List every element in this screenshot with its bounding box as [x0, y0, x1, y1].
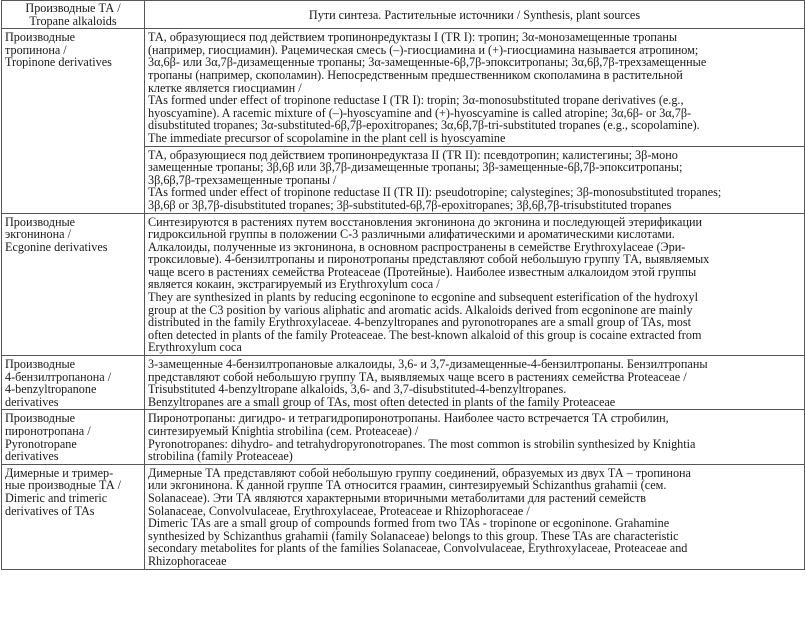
desc-line: (например, гиосциамин). Рацемическая смесь (–)-гиосциамина и (+)-гиосциамина называется атропином;: [148, 42, 699, 57]
row-name-cell: [2, 464, 145, 569]
row-name-line: тропинона /: [5, 42, 67, 57]
header-synthesis-sources: Пути синтеза. Растительные источники / Synthesis, plant sources: [145, 1, 805, 29]
row-name-cell: [2, 29, 145, 213]
desc-line: 3-замещенные 4-бензилтропановые алкалоиды, 3,6- и 3,7-дизамещенные-4-бензилтропаны. Бензилтропаны: [148, 357, 708, 372]
desc-line: disubstituted tropanes; 3α-substituted-6β,7β-epoxitropanes; 3α,6β,7β-tri-substituted tropanes (e.g., scopolamine).: [148, 118, 700, 133]
desc-line: Erythroxylum coca: [148, 340, 242, 355]
desc-line: often detected in plants of the family Proteaceae. The best-known alkaloid of this group is cocaine extracted from: [148, 327, 702, 342]
desc-line: 3β,6β,7β-трехзамещенные тропаны /: [148, 172, 337, 187]
row-name-line: Производные: [5, 30, 76, 45]
desc-line: secondary metabolites for plants of the families Solanaceae, Convolvulaceae, Erythroxylaceae, Proteaceae and: [148, 541, 688, 556]
row-name-line: экгонинона /: [5, 227, 71, 242]
desc-line: Синтезируются в растениях путем восстановления экгонинона до экгонина и последующей этерификации: [148, 214, 703, 229]
desc-line: TAs formed under effect of tropinone reductase I (TR I): tropin; 3α-monosubstituted tropane derivatives (e.g.,: [148, 93, 684, 108]
table-header-row: [2, 1, 805, 29]
desc-line: ТА, образующиеся под действием тропинонредуктаза II (TR II): псевдотропин; калистегины; 3β-моно: [148, 147, 678, 162]
row-name-line: 4-benzyltropanone: [5, 382, 97, 397]
desc-line: клетке является гиосциамин /: [148, 80, 302, 95]
row-name-line: Димерные и тример-: [5, 465, 114, 480]
row-name-line: пиронотропана /: [5, 424, 91, 438]
tropane-alkaloids-table: [1, 0, 805, 570]
desc-line: Алкалоиды, полученные из экгонинона, в основном распространены в семействе Erythroxylaceae (Эри-: [148, 239, 686, 254]
desc-line: They are synthesized in plants by reducing ecgoninone to ecgonine and subsequent esterification of the hydroxyl: [148, 290, 698, 305]
header-col1-line: Производные ТА /: [25, 1, 121, 15]
row-name-cell: [2, 410, 145, 464]
row-name-line: Производные: [5, 357, 76, 372]
desc-line: Benzyltropanes are a small group of TAs, most often detected in plants of the family Proteaceae: [148, 394, 616, 409]
row-name-line: Tropinone derivatives: [5, 55, 112, 70]
desc-line: group at the C3 position by various aliphatic and aromatic acids. Alkaloids derived from ecgoninone are mainly: [148, 302, 693, 317]
row-name-line: derivatives: [5, 394, 59, 409]
desc-line: Пиронотропаны: дигидро- и тетрагидропиронотропаны. Наиболее часто встречается ТА стробилин,: [148, 411, 669, 426]
desc-line: 3α,6β- или 3α,7β-дизамещенные тропаны; 3α-замещенные-6β,7β-эпокситропаны; 3α,6β,7β-трехзамещенные: [148, 55, 707, 70]
table-row: [2, 410, 805, 464]
row-name-line: derivatives of TAs: [5, 503, 95, 518]
desc-line: тропаны (например, скополамин). Непосредственным предшественником скополамина в растительной: [148, 67, 683, 82]
desc-line: Pyronotropanes: dihydro- and tetrahydropyronotropanes. The most common is strobilin synthesized by Knightia: [148, 436, 696, 451]
desc-line: hyoscyamine). A racemic mixture of (–)-hyoscyamine and (+)-hyoscyamine is called atropine; 3α,6β- or 3α,7β-: [148, 105, 692, 120]
desc-line: The immediate precursor of scopolamine in the plant cell is hyoscyamine: [148, 130, 506, 145]
row-description-cell: [145, 213, 805, 356]
row-name-line: Производные: [5, 214, 76, 229]
desc-line: или экгонинона. К данной группе ТА относится граамин, синтезируемый Schizanthus grahamii (сем.: [148, 478, 667, 493]
table-row: [2, 213, 805, 356]
row-name-cell: [2, 213, 145, 356]
desc-line: Dimeric TAs are a small group of compounds formed from two TAs - tropinone or ecgoninone. Grahamine: [148, 516, 670, 531]
desc-line: Solanaceae). Эти ТА являются характерными вторичными метаболитами для растений семейств: [148, 490, 647, 505]
row-description-cell: [145, 146, 805, 213]
row-name-cell: [2, 356, 145, 410]
row-name-line: 4-бензилтропанона /: [5, 369, 112, 384]
desc-line: synthesized by Schizanthus grahamii (family Solanaceae) belongs to this group. These TAs are characteristic: [148, 528, 679, 543]
desc-line: Solanaceae, Convolvulaceae, Erythroxylaceae, Proteaceae и Rhizophoraceae /: [148, 503, 530, 518]
desc-line: Димерные ТА представляют собой небольшую группу соединений, образуемых из двух ТА – тропинона: [148, 465, 691, 480]
row-name-line: ные производные ТА /: [5, 478, 122, 493]
row-description-cell: [145, 464, 805, 569]
table-row: [2, 464, 805, 569]
desc-line: представляют собой небольшую группу ТА, выявляемых чаще всего в растениях семейства Proteaceae /: [148, 369, 687, 384]
desc-line: distributed in the family Erythroxylaceae. 4-benzyltropanes and pyronotropanes are a small group of TAs, most: [148, 315, 692, 330]
row-name-line: Ecgonine derivatives: [5, 239, 108, 254]
row-name-line: derivatives: [5, 449, 59, 464]
row-description-cell: [145, 356, 805, 410]
table-row: [2, 29, 805, 146]
row-name-line: Производные: [5, 411, 76, 426]
desc-line: синтезируемый Knightia strobilina (сем. Proteaceae) /: [148, 424, 419, 438]
row-name-line: Dimeric and trimeric: [5, 490, 108, 505]
row-name-line: Pyronotropane: [5, 436, 77, 451]
desc-line: TAs formed under effect of tropinone reductase II (TR II): pseudotropine; calystegines; 3β-monosubstituted tropanes;: [148, 185, 722, 200]
desc-line: троксиловые). 4-бензилтропаны и пиронотропаны представляют собой небольшую группу ТА, выявляемых: [148, 252, 710, 267]
desc-line: Trisubstituted 4-benzyltropane alkaloids, 3,6- and 3,7-disubstituted-4-benzyltropanes.: [148, 382, 567, 397]
desc-line: ТА, образующиеся под действием тропинонредуктазы I (TR I): тропин; 3α-монозамещенные тропаны: [148, 30, 678, 45]
desc-line: замещенные тропаны; 3β,6β или 3β,7β-дизамещенные тропаны; 3β-замещенные-6β,7β-эпокситропаны;: [148, 160, 683, 175]
row-description-cell: [145, 29, 805, 146]
table-row: [2, 356, 805, 410]
desc-line: Rhizophoraceae: [148, 553, 227, 568]
desc-line: является кокаин, экстрагируемый из Erythroxylum coca /: [148, 277, 440, 292]
desc-line: 3β,6β or 3β,7β-disubstituted tropanes; 3β-substituted-6β,7β-epoxitropanes; 3β,6β,7β-trisubstituted tropanes: [148, 197, 672, 212]
header-tropane-alkaloids: [2, 1, 145, 29]
desc-line: strobilina (family Proteaceae): [148, 449, 293, 464]
desc-line: гидроксильной группы в положении С-3 различными алифатическими и ароматическими кислотами.: [148, 227, 675, 242]
desc-line: чаще всего в растениях семейства Proteaceae (Протейные). Наиболее известным алкалоидом этой группы: [148, 264, 697, 279]
row-description-cell: [145, 410, 805, 464]
header-col1-line: Tropane alkaloids: [29, 13, 117, 28]
